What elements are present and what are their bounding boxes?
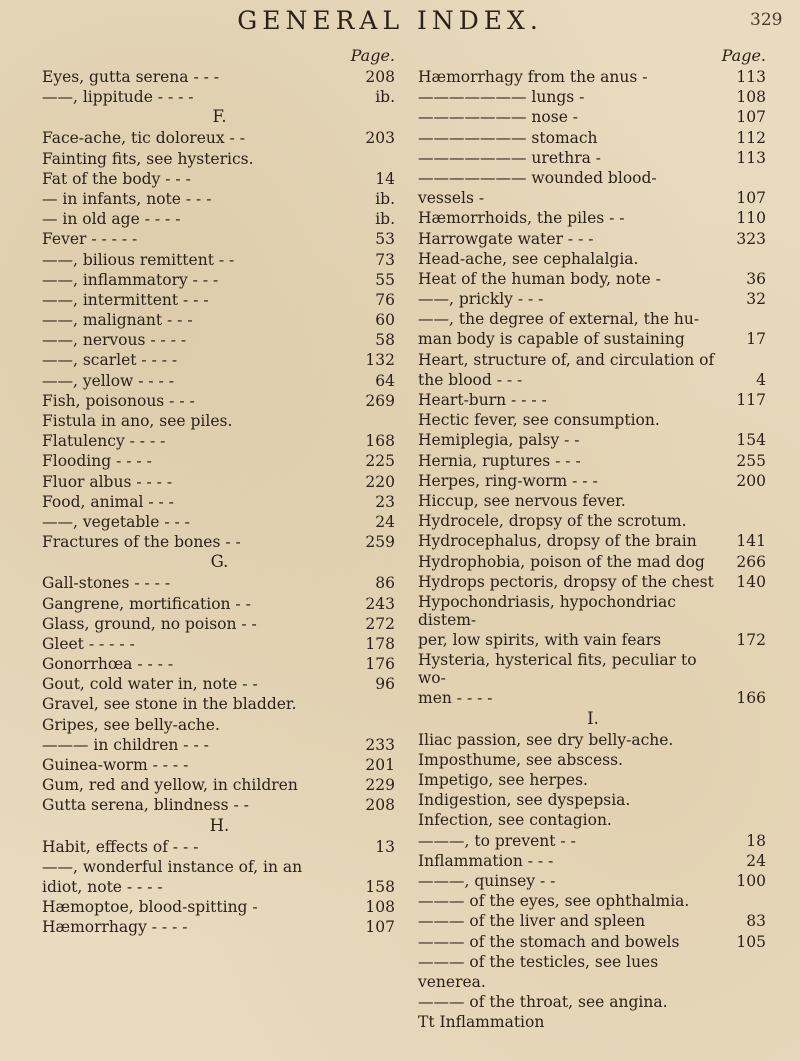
- entry-text: ——— of the eyes, see ophthalmia.: [418, 892, 690, 911]
- index-entry: [42, 331, 397, 349]
- entry-text: Head-ache, see cephalalgia.: [418, 249, 639, 268]
- entry-text: Fluor albus - - - -: [42, 472, 173, 491]
- entry-text: Eyes, gutta serena - - -: [42, 68, 220, 86]
- entry-text: ——, the degree of external, the hu-: [418, 310, 700, 329]
- entry-page-number: 168: [365, 432, 395, 451]
- index-entry: [42, 736, 397, 754]
- index-entry: [418, 391, 768, 409]
- section-letter-text: G.: [210, 552, 229, 572]
- entry-text: Hectic fever, see consumption.: [418, 411, 660, 430]
- entry-page-number: 269: [365, 391, 395, 410]
- entry-text: Fractures of the bones - -: [42, 533, 241, 552]
- index-entry: [42, 493, 397, 511]
- entry-text: men - - - -: [418, 689, 493, 708]
- entry-page-number: 208: [365, 68, 395, 86]
- index-entry: [418, 330, 768, 348]
- index-entry: [42, 513, 397, 531]
- index-entry: [418, 791, 768, 809]
- entry-page-number: 13: [375, 837, 395, 856]
- index-entry: [418, 371, 768, 389]
- entry-list: [418, 68, 768, 1031]
- index-entry: [42, 68, 397, 86]
- entry-text: man body is capable of sustaining: [418, 330, 685, 349]
- entry-text: ——, prickly - - -: [418, 290, 544, 309]
- entry-page-number: 24: [375, 512, 395, 531]
- entry-page-number: 36: [746, 269, 766, 288]
- index-column-right: [418, 46, 768, 1033]
- entry-text: Hernia, ruptures - - -: [418, 451, 581, 470]
- index-entry: [418, 993, 768, 1011]
- index-entry: [418, 472, 768, 490]
- page-title: GENERAL INDEX.: [237, 6, 543, 35]
- entry-text: ———, to prevent - -: [418, 831, 576, 850]
- entry-text: ——— of the liver and spleen: [418, 912, 646, 931]
- index-entry: [42, 918, 397, 936]
- entry-text: Impetigo, see herpes.: [418, 771, 588, 789]
- index-entry: [418, 912, 768, 930]
- entry-page-number: 60: [375, 311, 395, 330]
- index-entry: [42, 392, 397, 410]
- index-entry: [42, 432, 397, 450]
- entry-text: ——, malignant - - -: [42, 311, 193, 330]
- entry-text: ——, bilious remittent - -: [42, 250, 235, 269]
- section-letter: [42, 553, 397, 571]
- index-entry: [418, 953, 768, 971]
- entry-page-number: 117: [736, 391, 766, 409]
- index-entry: [418, 731, 768, 749]
- index-entry: [42, 796, 397, 814]
- index-entry: [418, 88, 768, 106]
- entry-page-number: 266: [736, 552, 766, 571]
- entry-text: Hydrops pectoris, dropsy of the chest: [418, 572, 714, 591]
- entry-text: Inflammation - - -: [418, 851, 554, 870]
- index-entry: [418, 573, 768, 591]
- entry-text: Harrowgate water - - -: [418, 229, 594, 248]
- entry-page-number: 4: [756, 370, 766, 389]
- index-entry: [42, 473, 397, 491]
- entry-text: Hypochondriasis, hypochondriac distem-: [418, 592, 676, 629]
- index-entry: [418, 631, 768, 649]
- entry-page-number: 272: [365, 614, 395, 633]
- entry-text: ——, scarlet - - - -: [42, 351, 178, 370]
- entry-page-number: 55: [375, 270, 395, 289]
- index-entry: [418, 68, 768, 86]
- entry-text: ——— of the testicles, see lues: [418, 952, 659, 971]
- index-entry: [42, 210, 397, 228]
- entry-text: ——— of the stomach and bowels: [418, 932, 680, 951]
- entry-page-number: 158: [365, 877, 395, 896]
- index-entry: [418, 553, 768, 571]
- index-entry: [418, 411, 768, 429]
- entry-text: ——————— nose -: [418, 108, 579, 127]
- entry-text: Hydrocele, dropsy of the scrotum.: [418, 512, 687, 531]
- index-entry: [418, 973, 768, 991]
- entry-page-number: 100: [736, 871, 766, 890]
- entry-text: — in old age - - - -: [42, 210, 181, 229]
- entry-text: Fainting fits, see hysterics.: [42, 149, 254, 168]
- index-entry: [42, 412, 397, 430]
- entry-page-number: 96: [375, 675, 395, 694]
- entry-text: Gleet - - - - -: [42, 634, 135, 653]
- entry-text: Gonorrhœa - - - -: [42, 655, 174, 674]
- index-entry: [418, 351, 768, 369]
- entry-page-number: 53: [375, 230, 395, 249]
- index-entry: [418, 431, 768, 449]
- entry-text: Face-ache, tic doloreux - -: [42, 129, 245, 148]
- entry-page-number: 140: [736, 572, 766, 591]
- entry-text: ——————— urethra -: [418, 148, 602, 167]
- entry-page-number: 64: [375, 371, 395, 390]
- entry-text: ——————— stomach: [418, 128, 598, 147]
- index-entry: [418, 290, 768, 308]
- index-entry: [418, 310, 768, 328]
- entry-text: Hemiplegia, palsy - -: [418, 431, 580, 450]
- entry-text: idiot, note - - - -: [42, 877, 163, 896]
- index-entry: [418, 270, 768, 288]
- section-letter: [42, 108, 397, 126]
- index-entry: [42, 858, 397, 876]
- entry-text: Food, animal - - -: [42, 492, 174, 511]
- entry-page-number: 323: [736, 229, 766, 248]
- entry-text: Iliac passion, see dry belly-ache.: [418, 730, 674, 749]
- entry-text: — in infants, note - - -: [42, 189, 212, 208]
- entry-text: ——, lippitude - - - -: [42, 88, 194, 107]
- entry-text: ——————— wounded blood-: [418, 168, 657, 187]
- index-entry: [42, 756, 397, 774]
- section-letter-text: H.: [209, 815, 230, 835]
- entry-page-number: 201: [365, 756, 395, 774]
- entry-page-number: 86: [375, 574, 395, 593]
- entry-page-number: 132: [365, 351, 395, 370]
- index-entry: [418, 149, 768, 167]
- index-entry: [418, 250, 768, 268]
- entry-text: Hydrocephalus, dropsy of the brain: [418, 532, 697, 551]
- section-letter-text: I.: [587, 708, 599, 728]
- entry-text: Flatulency - - - -: [42, 432, 166, 451]
- entry-page-number: 73: [375, 250, 395, 269]
- entry-page-number: 259: [365, 533, 395, 552]
- entry-text: Fish, poisonous - - -: [42, 391, 195, 410]
- index-entry: [418, 872, 768, 890]
- index-entry: [42, 351, 397, 369]
- entry-page-number: 24: [746, 851, 766, 870]
- index-entry: [42, 716, 397, 734]
- entry-page-number: 113: [736, 148, 766, 167]
- entry-text: Herpes, ring-worm - - -: [418, 471, 598, 490]
- section-letter: [418, 710, 768, 728]
- index-entry: [418, 689, 768, 707]
- index-entry: [418, 230, 768, 248]
- entry-page-number: 76: [375, 290, 395, 309]
- entry-text: Gall-stones - - - -: [42, 574, 171, 593]
- entry-list: [42, 68, 397, 936]
- index-column-left: [42, 46, 397, 939]
- entry-text: Hysteria, hysterical fits, peculiar to wo-: [418, 651, 697, 688]
- entry-page-number: 14: [375, 169, 395, 188]
- entry-text: Glass, ground, no poison - -: [42, 614, 257, 633]
- entry-page-number: 108: [736, 88, 766, 107]
- index-entry: [42, 776, 397, 794]
- entry-text: Gripes, see belly-ache.: [42, 715, 220, 734]
- entry-page-number: 208: [365, 796, 395, 815]
- entry-text: ——, wonderful instance of, in an: [42, 857, 303, 876]
- index-entry: [418, 593, 768, 629]
- entry-text: venerea.: [418, 972, 486, 991]
- index-entry: [42, 150, 397, 168]
- entry-page-number: 166: [736, 689, 766, 708]
- index-entry: [418, 933, 768, 951]
- entry-text: Gangrene, mortification - -: [42, 594, 251, 613]
- entry-text: ——, intermittent - - -: [42, 290, 209, 309]
- entry-text: Infection, see contagion.: [418, 811, 612, 830]
- index-entry: [42, 190, 397, 208]
- index-entry: [418, 771, 768, 789]
- index-entry: [418, 189, 768, 207]
- entry-text: Gravel, see stone in the bladder.: [42, 695, 297, 714]
- entry-text: Imposthume, see abscess.: [418, 750, 623, 769]
- entry-text: ——— in children - - -: [42, 735, 209, 754]
- entry-page-number: 32: [746, 290, 766, 309]
- index-entry: [418, 512, 768, 530]
- index-entry: [42, 533, 397, 551]
- entry-text: Hæmorrhagy from the anus -: [418, 68, 648, 86]
- entry-page-number: 220: [365, 472, 395, 491]
- entry-page-number: 229: [365, 776, 395, 795]
- page-column-label: Page.: [350, 46, 395, 65]
- index-entry: [42, 898, 397, 916]
- index-entry: [42, 675, 397, 693]
- entry-page-number: 154: [736, 431, 766, 450]
- page-number: 329: [750, 10, 783, 30]
- index-entry: [42, 129, 397, 147]
- entry-text: Gutta serena, blindness - -: [42, 796, 249, 815]
- entry-page-number: 233: [365, 735, 395, 754]
- index-entry: [42, 251, 397, 269]
- index-entry: [418, 651, 768, 687]
- index-entry: [418, 129, 768, 147]
- entry-page-number: 108: [365, 898, 395, 917]
- entry-text: Hiccup, see nervous fever.: [418, 491, 626, 510]
- entry-text: the blood - - -: [418, 370, 523, 389]
- entry-text: ———, quinsey - -: [418, 871, 556, 890]
- entry-text: Gout, cold water in, note - -: [42, 675, 258, 694]
- entry-text: Fever - - - - -: [42, 230, 138, 249]
- entry-text: Heart-burn - - - -: [418, 391, 547, 409]
- index-entry: [418, 811, 768, 829]
- index-entry: [418, 852, 768, 870]
- index-entry: [42, 452, 397, 470]
- entry-page-number: 141: [736, 532, 766, 551]
- entry-page-number: 112: [736, 128, 766, 147]
- entry-text: Gum, red and yellow, in children: [42, 776, 298, 795]
- entry-text: Hæmorrhoids, the piles - -: [418, 209, 625, 228]
- entry-text: Hæmoptoe, blood-spitting -: [42, 898, 258, 917]
- entry-text: vessels -: [418, 189, 485, 208]
- index-entry: [418, 532, 768, 550]
- entry-page-number: 107: [736, 108, 766, 127]
- index-entry: [418, 169, 768, 187]
- entry-page-number: ib.: [375, 189, 395, 208]
- entry-text: Guinea-worm - - - -: [42, 756, 189, 774]
- entry-page-number: ib.: [375, 210, 395, 229]
- entry-page-number: 225: [365, 452, 395, 471]
- entry-text: Heart, structure of, and circulation of: [418, 350, 715, 369]
- entry-page-number: 83: [746, 912, 766, 931]
- index-entry: [42, 311, 397, 329]
- index-entry: [42, 595, 397, 613]
- entry-page-number: 105: [736, 932, 766, 951]
- entry-text: Hydrophobia, poison of the mad dog: [418, 552, 705, 571]
- index-entry: [42, 615, 397, 633]
- entry-page-number: ib.: [375, 88, 395, 107]
- entry-text: Heat of the human body, note -: [418, 269, 661, 288]
- entry-page-number: 17: [746, 330, 766, 349]
- entry-text: ——, inflammatory - - -: [42, 270, 219, 289]
- entry-text: ——————— lungs -: [418, 88, 585, 107]
- entry-text: Flooding - - - -: [42, 452, 152, 471]
- index-entry: [418, 751, 768, 769]
- entry-page-number: 107: [736, 189, 766, 208]
- index-entry: [418, 108, 768, 126]
- entry-text: Habit, effects of - - -: [42, 837, 199, 856]
- entry-text: Fat of the body - - -: [42, 169, 191, 188]
- entry-text: Indigestion, see dyspepsia.: [418, 791, 631, 810]
- entry-page-number: 203: [365, 129, 395, 148]
- index-entry: [42, 878, 397, 896]
- entry-text: ——— of the throat, see angina.: [418, 993, 668, 1012]
- index-entry: [42, 170, 397, 188]
- index-entry: [42, 88, 397, 106]
- entry-page-number: 178: [365, 634, 395, 653]
- index-entry: [42, 271, 397, 289]
- index-entry: [42, 291, 397, 309]
- entry-page-number: 200: [736, 471, 766, 490]
- entry-page-number: 172: [736, 631, 766, 650]
- index-entry: [42, 574, 397, 592]
- entry-page-number: 107: [365, 918, 395, 937]
- entry-text: ——, vegetable - - -: [42, 512, 190, 531]
- index-entry: [418, 209, 768, 227]
- entry-page-number: 110: [736, 209, 766, 228]
- section-letter-text: F.: [212, 107, 227, 127]
- entry-page-number: 176: [365, 655, 395, 674]
- index-entry: [42, 838, 397, 856]
- entry-text: ——, nervous - - - -: [42, 331, 187, 350]
- section-letter: [42, 817, 397, 835]
- entry-text: per, low spirits, with vain fears: [418, 631, 662, 650]
- entry-page-number: 58: [375, 331, 395, 350]
- index-entry: [42, 695, 397, 713]
- index-entry: [42, 655, 397, 673]
- entry-page-number: 243: [365, 594, 395, 613]
- index-entry: [42, 635, 397, 653]
- index-entry: [418, 452, 768, 470]
- entry-text: Tt Inflammation: [418, 1013, 545, 1032]
- entry-page-number: 18: [746, 831, 766, 850]
- index-entry: [418, 892, 768, 910]
- entry-page-number: 23: [375, 492, 395, 511]
- entry-page-number: 255: [736, 451, 766, 470]
- index-entry: [418, 832, 768, 850]
- entry-page-number: 113: [736, 68, 766, 86]
- index-entry: [42, 372, 397, 390]
- index-entry: [418, 492, 768, 510]
- entry-text: ——, yellow - - - -: [42, 371, 174, 390]
- entry-text: Fistula in ano, see piles.: [42, 412, 233, 430]
- page-column-label: Page.: [721, 46, 766, 65]
- index-entry: [418, 1013, 768, 1031]
- index-entry: [42, 230, 397, 248]
- entry-text: Hæmorrhagy - - - -: [42, 918, 188, 937]
